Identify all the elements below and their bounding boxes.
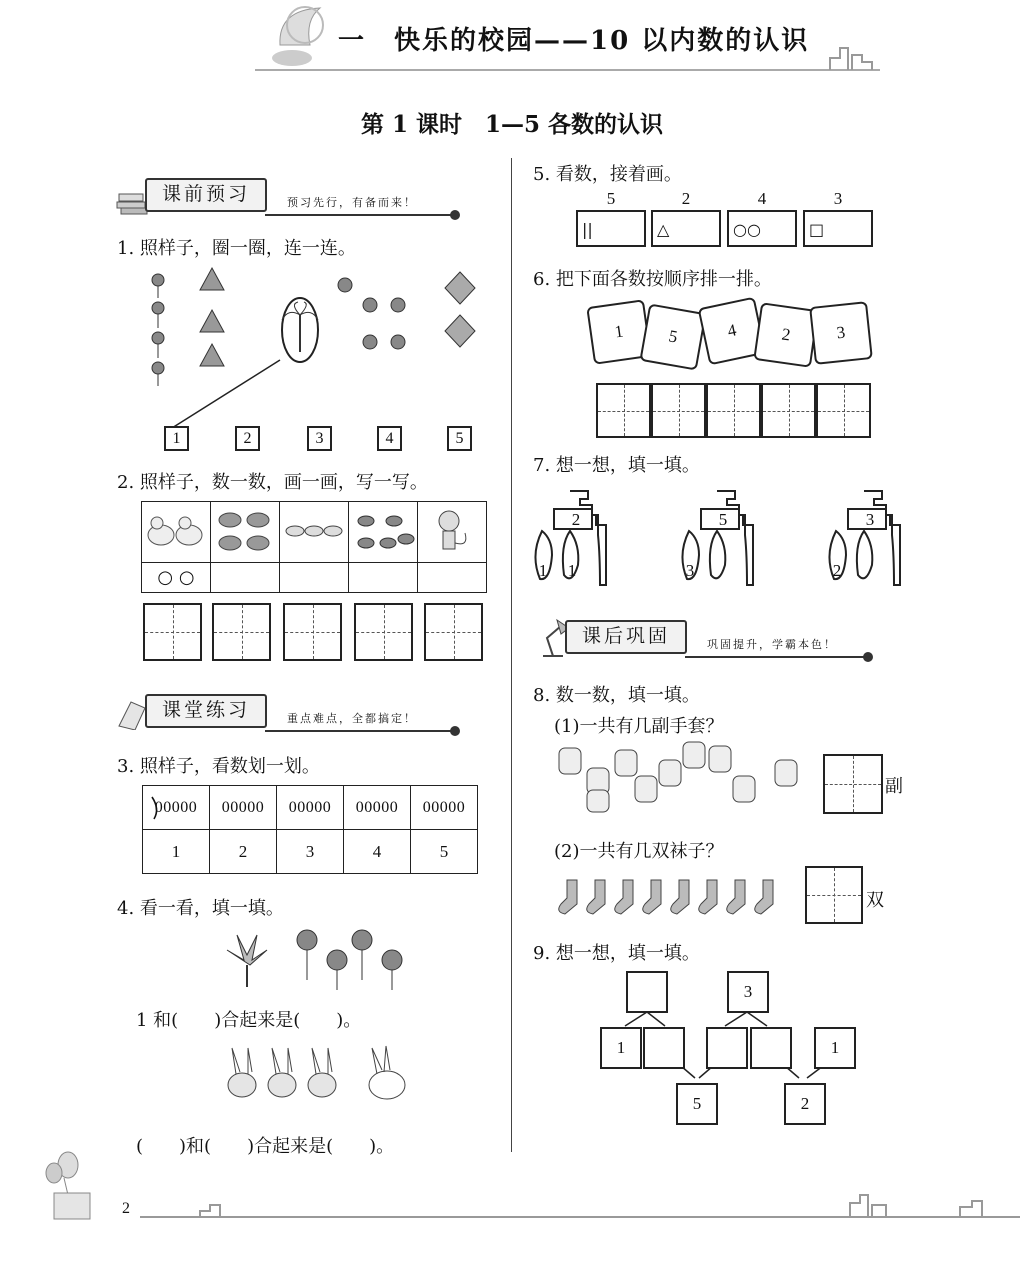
q3-number-cell: 2 [210,830,277,874]
books-icon [115,186,149,216]
sock-icon [559,880,773,914]
section-banner-homework [535,614,880,654]
q8-unit1: 副 [885,776,903,797]
q1-number-box: 2 [235,426,260,451]
q9-box-left-outer: 1 [600,1027,642,1069]
section-slogan: 预习先行，有备而来！ [287,196,417,209]
monkey-cell [418,502,487,563]
q6-number-card: 4 [698,297,767,366]
q4-line1: 1 和( )合起来是( )。 [136,1010,362,1031]
page-number: 2 [122,1200,130,1217]
monkey-icon [419,503,485,557]
q5-start-shape: || [582,220,593,239]
section-label: 课堂练习 [145,694,267,728]
q2-answer-cell[interactable] [211,563,280,593]
q2-example-answer: ○ ○ [142,563,211,593]
rose-icon [338,278,352,292]
q2-writing-grid[interactable] [354,603,413,661]
section-label: 课后巩固 [565,620,687,654]
q5-drawing-box[interactable] [576,210,646,247]
fish-cell [280,502,349,563]
q9-box-answer[interactable] [643,1027,685,1069]
q1-number-box: 3 [307,426,332,451]
rabbit-icon [228,1046,405,1099]
q7-title: 7. 想一想，填一填。 [533,455,700,476]
leaf-icon [445,315,475,347]
q6-title: 6. 把下面各数按顺序排一排。 [533,269,772,290]
q6-number-card: 5 [639,303,706,370]
q6-writing-grid[interactable] [761,383,816,438]
chapter-title: 一 快乐的校园——10 以内数的认识 [338,26,810,56]
q4-line2: ( )和( )合起来是( )。 [136,1136,395,1157]
banner-line [685,656,870,658]
bird-icon [350,503,416,557]
birds-cell [349,502,418,563]
duck-icon [143,503,209,557]
flower-icon [152,302,164,314]
leaf-icon [445,272,475,304]
lily-icon [227,935,267,987]
q9-box-top-right: 3 [727,971,769,1013]
ducks-cell [142,502,211,563]
footer-decoration [40,1145,1020,1225]
q5-drawing-box[interactable] [727,210,797,247]
q9-box-top-left[interactable] [626,971,668,1013]
q3-number-cell: 1 [143,830,210,874]
q3-circle-cell[interactable]: 00000 [210,786,277,830]
section-label: 课前预习 [145,178,267,212]
q8-gloves-answer-grid[interactable] [823,754,883,814]
q5-number: 4 [757,189,767,208]
hens-cell [211,502,280,563]
glove-icon [559,742,797,812]
fish-icon [281,503,347,557]
q5-start-shape: △ [657,220,670,239]
q5-drawing-box[interactable] [803,210,873,247]
q6-number-card: 1 [586,299,652,365]
separator-top-number: 3 [865,510,875,529]
q1-number-box: 1 [164,426,189,451]
socks-figure [553,876,785,920]
q3-title: 3. 照样子，看数划一划。 [117,756,320,777]
q9-box-answer[interactable] [706,1027,748,1069]
separator-left-number: 2 [832,561,842,580]
q2-writing-grid[interactable] [283,603,342,661]
q6-writing-grid[interactable] [706,383,761,438]
q6-writing-grid[interactable] [651,383,706,438]
gift-icon [54,1193,90,1219]
q8-sub1: (1)一共有几副手套？ [554,716,724,737]
q2-title: 2. 照样子，数一数，画一画，写一写。 [117,472,428,493]
flower-icon [152,332,164,344]
q2-answer-cell[interactable] [280,563,349,593]
banner-line [265,214,455,216]
q3-number-cell: 5 [411,830,478,874]
q6-number-card: 2 [753,302,819,368]
q5-start-shape: ○○ [733,220,761,239]
q4-flowers-figure [212,925,412,995]
q5-number: 3 [833,189,843,208]
q9-box-bottom-left: 5 [676,1083,718,1125]
q9-box-bottom-right: 2 [784,1083,826,1125]
banner-dot [450,726,460,736]
q5-number: 2 [681,189,691,208]
section-slogan: 重点难点，全都搞定！ [287,712,417,725]
flower-icon [152,362,164,374]
q6-number-card: 3 [809,301,873,365]
q9-box-right-outer: 1 [814,1027,856,1069]
q3-circle-cell[interactable]: 00000 [143,786,210,830]
q2-answer-cell[interactable] [418,563,487,593]
q3-circle-cell[interactable]: 00000 [344,786,411,830]
q1-number-box: 4 [377,426,402,451]
q3-table [142,785,478,874]
tree-icon [200,344,224,366]
q2-writing-grid[interactable] [424,603,483,661]
separator-top-number: 5 [718,510,728,529]
separator-left-number: 1 [538,561,548,580]
strike-mark [146,795,166,821]
q8-unit2: 双 [866,890,884,911]
q2-writing-grid[interactable] [212,603,271,661]
q2-writing-grid[interactable] [143,603,202,661]
lesson-title: 第 1 课时 1—5 各数的认识 [360,111,664,138]
book-icon [115,696,149,730]
section-banner-preview [115,172,460,212]
q9-title: 9. 想一想，填一填。 [533,943,700,964]
flower-icon [152,274,164,286]
banner-dot [863,652,873,662]
palm-icon [282,302,318,352]
hen-icon [212,503,278,557]
q3-circle-cell[interactable]: 00000 [277,786,344,830]
q1-title: 1. 照样子，圈一圈，连一连。 [117,238,356,259]
separator-left-number: 3 [685,561,695,580]
separator-top-number: 2 [571,510,581,529]
tree-icon [200,268,224,290]
banner-line [265,730,455,732]
tree-icon [200,310,224,332]
connect-line [172,360,280,428]
q5-title: 5. 看数，接着画。 [533,164,682,185]
section-banner-classwork [115,688,460,728]
rose-icon [297,930,402,970]
q1-number-box: 5 [447,426,472,451]
q8-title: 8. 数一数，填一填。 [533,685,700,706]
q5-drawing-box[interactable] [651,210,721,247]
q4-title: 4. 看一看，填一填。 [117,898,284,919]
q3-number-cell: 4 [344,830,411,874]
q5-start-shape: □ [809,220,825,239]
q3-number-cell: 3 [277,830,344,874]
q8-sub2: (2)一共有几双袜子？ [554,841,724,862]
banner-dot [450,210,460,220]
balloon-icon [46,1152,78,1195]
q9-box-answer[interactable] [750,1027,792,1069]
q6-writing-grid[interactable] [596,383,651,438]
q3-circle-cell[interactable]: 00000 [411,786,478,830]
q6-writing-grid[interactable] [816,383,871,438]
q2-table [141,501,487,593]
separator-right-number: 1 [567,561,577,580]
q2-answer-cell[interactable] [349,563,418,593]
q8-socks-answer-grid[interactable] [805,866,863,924]
q4-rabbits-figure [212,1040,412,1110]
q5-number: 5 [606,189,616,208]
gloves-figure [553,740,803,820]
column-divider [511,158,512,1152]
section-slogan: 巩固提升，学霸本色！ [707,638,837,651]
